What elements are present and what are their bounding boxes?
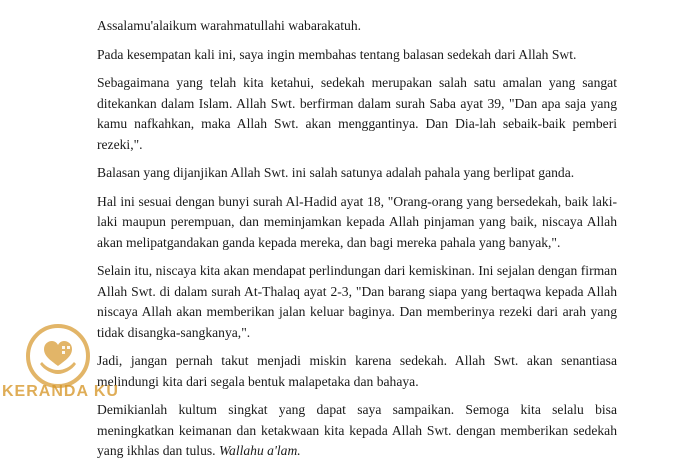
logo-wordmark: KERANDA KU [2,383,119,400]
at-thalaq-paragraph: Selain itu, niscaya kita akan mendapat perlindungan dari kemiskinan. Ini sejalan dengan firman Allah Swt. di dalam surah At-Thalaq ayat 2-3, "Dan barang siapa yang bertaqwa kepada Allah niscaya Allah akan memberikan jalan keluar baginya. Dan memberinya rezeki dari arah yang tidak disangka-sangkanya,". [97,263,617,340]
document-body [97,16,617,470]
intro-paragraph: Pada kesempatan kali ini, saya ingin membahas tentang balasan sedekah dari Allah Swt. [97,46,577,62]
reward-paragraph: Balasan yang dijanjikan Allah Swt. ini salah satunya adalah pahala yang berlipat ganda. [97,165,575,180]
al-hadid-paragraph: Hal ini sesuai dengan bunyi surah Al-Hadid ayat 18, "Orang-orang yang bersedekah, baik laki-laki maupun perempuan, dan meminjamkan kepada Allah pinjaman yang baik, niscaya Allah akan melipatgandakan ganda kepada mereka, dan bagi mereka pahala yang banyak,". [97,193,617,250]
closing-text: Demikianlah kultum singkat yang dapat saya sampaikan. Semoga kita selalu bisa meningkatkan keimanan dan ketakwaan kita kepada Allah Swt. dengan memberikan sedekah yang ikhlas dan tulus. [97,402,617,458]
greeting-paragraph: Assalamu'alaikum warahmatullahi wabarakatuh. [97,18,362,33]
closing-paragraph [97,400,617,462]
logo-emblem-icon [22,320,94,392]
closing-italic: Wallahu a'lam. [218,443,301,458]
protection-paragraph: Jadi, jangan pernah takut menjadi miskin karena sedekah. Allah Swt. akan senantiasa melindungi kita dari segala bentuk malapetaka dan bahaya. [97,353,617,389]
saba-verse-paragraph: Sebagaimana yang telah kita ketahui, sedekah merupakan salah satu amalan yang sangat ditekankan dalam Islam. Allah Swt. berfirman dalam surah Saba ayat 39, "Dan apa saja yang kamu nafkahkan, maka Allah Swt. akan menggantinya. Dan Dia-lah sebaik-baik pemberi rezeki,". [97,75,617,152]
